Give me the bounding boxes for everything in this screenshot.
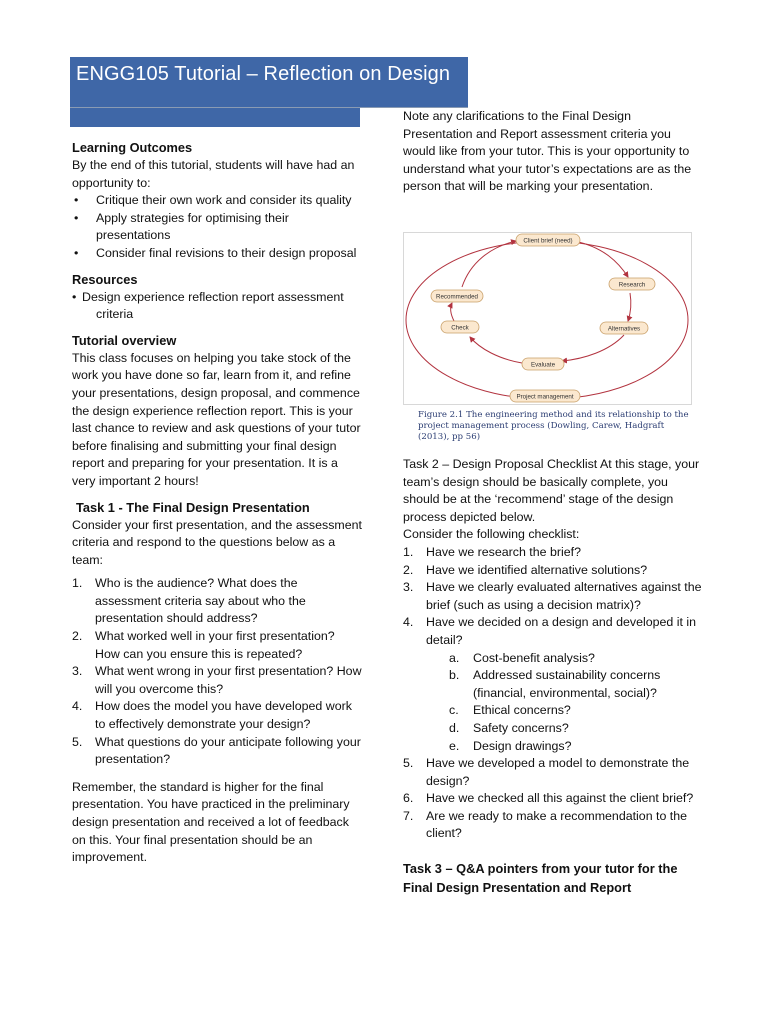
list-item — [72, 734, 362, 769]
item-text: Have we clearly evaluated alternatives against the brief (such as using a decision matrix)? — [426, 580, 702, 612]
list-item — [403, 790, 703, 808]
list-item — [403, 755, 703, 790]
item-number: 6. — [403, 791, 414, 806]
item-text: Are we ready to make a recommendation to the client? — [426, 808, 688, 841]
task2-checklist-continued — [403, 755, 703, 843]
learning-outcomes-list — [72, 192, 362, 262]
left-column — [72, 139, 362, 867]
item-letter: c. — [449, 703, 459, 718]
item-text: Ethical concerns? — [473, 703, 571, 718]
item-number: 2. — [72, 629, 83, 644]
svg-text:Check: Check — [451, 324, 469, 332]
item-text: What went wrong in your first presentation? How will you overcome this? — [95, 664, 362, 696]
item-text: Cost-benefit analysis? — [473, 650, 595, 665]
item-number: 3. — [72, 664, 83, 679]
task2-heading: Task 2 – Design Proposal Checklist — [403, 457, 598, 471]
item-text: What worked well in your first presentation? How can you ensure this is repeated? — [95, 629, 335, 661]
arrow-alternatives-evaluate — [562, 335, 624, 361]
page-title: ENGG105 Tutorial – Reflection on Design — [76, 63, 451, 85]
svg-text:Alternatives: Alternatives — [607, 325, 641, 333]
svg-text:Evaluate: Evaluate — [530, 361, 556, 369]
node-evaluate — [522, 358, 564, 370]
arrow-brief-research — [574, 241, 628, 277]
svg-text:Recommended: Recommended — [436, 293, 478, 301]
figure-caption: Figure 2.1 The engineering method and its relationship to the project management process (Dowling, Carew, Hadgraft (2013), pp 56) — [418, 410, 689, 443]
arrow-check-recommended — [451, 303, 454, 321]
item-number: 4. — [72, 699, 83, 714]
task2-section — [403, 456, 703, 897]
list-item — [403, 579, 703, 614]
node-project-management — [510, 390, 580, 402]
task1-closing: Remember, the standard is higher for the final presentation. You have practiced in the preliminary design presentation and received a lot of feedback on this. Your final presentation should be an improvement. — [72, 779, 350, 865]
resources-item: • Design experience reflection report assessment criteria — [72, 289, 344, 322]
resources-heading: Resources — [72, 271, 138, 287]
list-item: • Critique their own work and consider its quality — [72, 192, 362, 210]
svg-text:Research: Research — [618, 281, 646, 289]
item-number: 3. — [403, 580, 414, 595]
item-number: 5. — [403, 756, 414, 771]
process-diagram — [404, 233, 691, 404]
list-item — [403, 667, 703, 702]
overview-text: This class focuses on helping you take stock of the work you have done so far, learn from it, and refine your presentations, design proposal, and commence the design experience reflection report. This is your last chance to review and ask questions of your tutor before finalising and submitting your final design report and preparing for your presentation. It is a very important 2 hours! — [72, 350, 361, 488]
list-item — [403, 614, 703, 649]
item-text: Safety concerns? — [473, 720, 569, 735]
list-item — [403, 720, 703, 738]
list-item — [72, 628, 362, 663]
node-recommended — [431, 290, 483, 302]
list-item — [403, 562, 703, 580]
item-letter: a. — [449, 650, 460, 665]
clarifications-note: Note any clarifications to the Final Design Presentation and Report assessment criteria you would like from your tutor. This is your opportunity to understand what your tutor’s expectations are as the person that will be marking your presentation. — [403, 109, 692, 194]
list-item: • Apply strategies for optimising their presentations — [72, 210, 362, 245]
task2-paragraph — [403, 456, 703, 526]
learning-outcomes-intro: By the end of this tutorial, students will have had an opportunity to: — [72, 158, 355, 190]
task1-heading: Task 1 - The Final Design Presentation — [76, 499, 310, 515]
item-letter: d. — [449, 720, 460, 735]
arrow-research-alternatives — [628, 293, 631, 321]
task2-consider: Consider the following checklist: — [403, 527, 580, 542]
arrow-evaluate-check — [470, 337, 522, 363]
svg-text:Client brief (need): Client brief (need) — [523, 237, 573, 245]
item-number: 4. — [403, 615, 414, 630]
node-research — [609, 278, 655, 290]
item-number: 7. — [403, 808, 414, 823]
node-alternatives — [600, 322, 648, 334]
task2-subchecklist — [403, 650, 703, 756]
task1-intro: Consider your first presentation, and the assessment criteria and respond to the questions below as a team: — [72, 517, 362, 567]
task2-checklist — [403, 544, 703, 650]
list-item — [72, 575, 362, 628]
title-banner-underline — [70, 108, 360, 127]
item-letter: e. — [449, 738, 460, 753]
list-item — [403, 544, 703, 562]
item-text: Have we decided on a design and developed it in detail? — [426, 615, 697, 647]
task1-questions — [72, 575, 362, 769]
item-number: 2. — [403, 562, 414, 577]
item-letter: b. — [449, 668, 460, 683]
task3-heading: Task 3 – Q&A pointers from your tutor for the Final Design Presentation and Report — [403, 861, 678, 896]
list-item — [72, 663, 362, 698]
item-number: 5. — [72, 734, 83, 749]
list-item — [403, 702, 703, 720]
list-item: • Consider final revisions to their design proposal — [72, 245, 362, 263]
item-text: Have we identified alternative solutions? — [426, 562, 648, 577]
project-management-loop — [406, 241, 688, 399]
node-client-brief — [516, 234, 580, 246]
task2-intro: At this stage, your team’s design should be basically complete, you should be at the ‘recommend’ stage of the design process depicted below. — [403, 457, 700, 524]
list-item — [403, 650, 703, 668]
overview-heading: Tutorial overview — [72, 332, 177, 348]
item-text: Addressed sustainability concerns (financial, environmental, social)? — [473, 668, 661, 700]
learning-outcomes-heading: Learning Outcomes — [72, 140, 193, 155]
item-text: What questions do your anticipate following your presentation? — [95, 734, 361, 767]
title-banner — [70, 57, 468, 108]
list-item — [72, 698, 362, 733]
resources-item-text: Design experience reflection report assessment criteria — [82, 289, 344, 322]
list-item — [403, 808, 703, 843]
right-column — [403, 108, 703, 196]
engineering-method-figure — [403, 232, 692, 405]
item-text: Design drawings? — [473, 738, 572, 753]
item-text: Have we checked all this against the client brief? — [426, 791, 694, 806]
list-item — [403, 738, 703, 756]
item-text: Who is the audience? What does the assessment criteria say about who the presentation should address? — [95, 576, 306, 626]
item-number: 1. — [72, 576, 83, 591]
item-text: How does the model you have developed work to effectively demonstrate your design? — [95, 699, 352, 732]
item-text: Have we research the brief? — [426, 544, 581, 559]
item-number: 1. — [403, 544, 414, 559]
node-check — [441, 321, 479, 333]
item-text: Have we developed a model to demonstrate the design? — [426, 756, 690, 788]
svg-text:Project management: Project management — [516, 393, 574, 401]
